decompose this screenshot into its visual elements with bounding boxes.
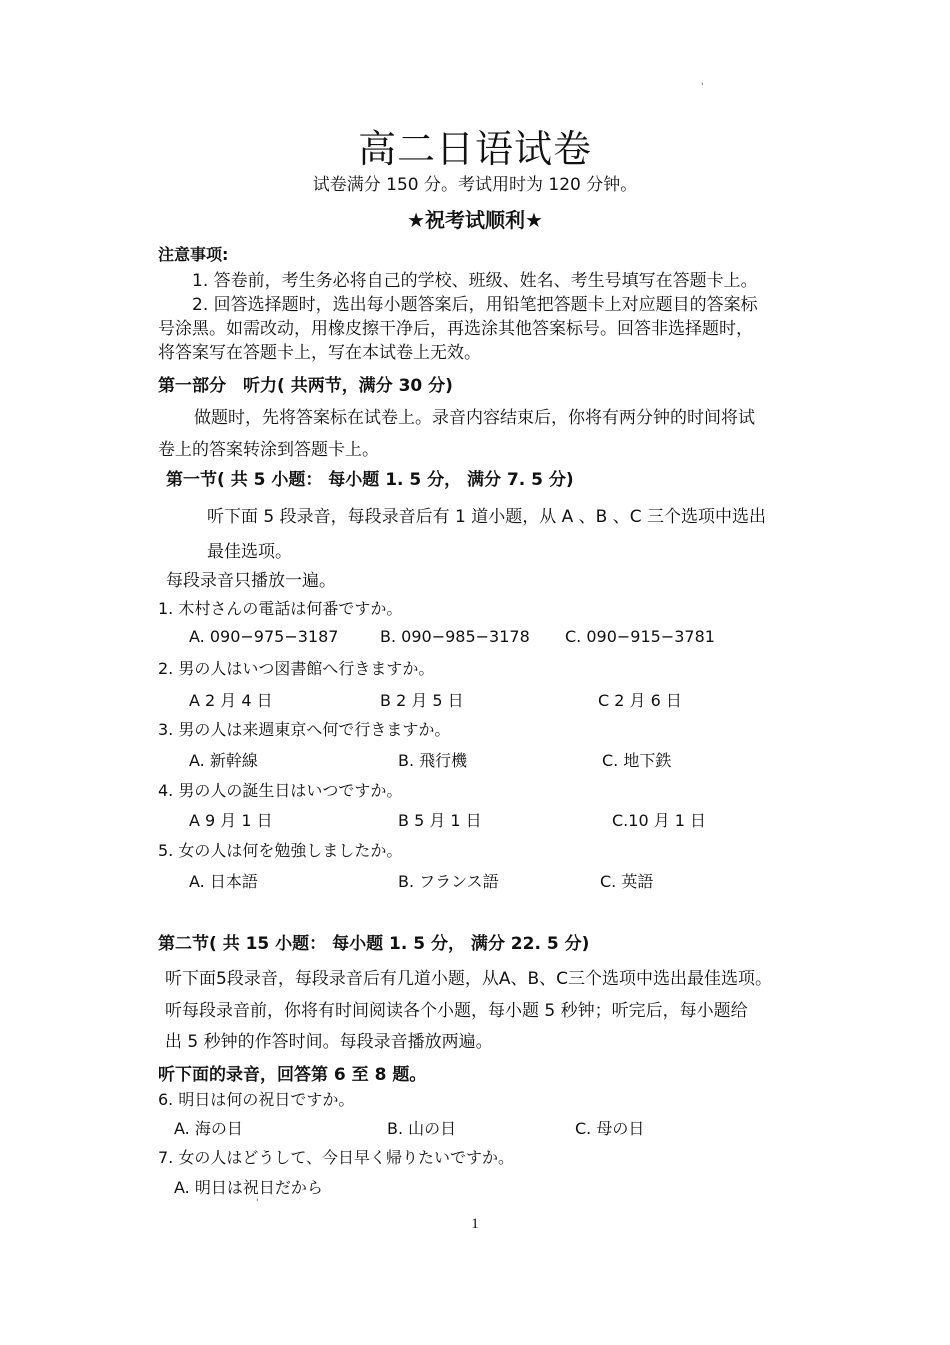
option-c: C.10 月 1 日 <box>612 811 707 830</box>
section1-heading: 第一节( 共 5 小题： 每小题 1. 5 分， 满分 7. 5 分) <box>166 470 574 490</box>
option-b: B. 飛行機 <box>398 751 468 770</box>
scan-mark: ' <box>701 82 704 92</box>
option-a: A. 新幹線 <box>189 751 258 770</box>
question-text: 3. 男の人は来週東京へ何で行きますか。 <box>158 720 451 739</box>
question-text: 6. 明日は何の祝日ですか。 <box>158 1090 355 1109</box>
section2-instruction: 听下面5段录音，每段录音后有几道小题，从A、B、C三个选项中选出最佳选项。 <box>165 969 772 989</box>
option-c: C 2 月 6 日 <box>598 691 682 710</box>
question-text: 5. 女の人は何を勉強しましたか。 <box>158 841 403 860</box>
good-luck-banner: ★祝考试顺利★ <box>407 208 543 232</box>
option-b: B 2 月 5 日 <box>380 691 464 710</box>
option-c: C. 地下鉄 <box>602 751 672 770</box>
option-a: A. 090−975−3187 <box>189 627 339 646</box>
note-line: 1. 答卷前，考生务必将自己的学校、班级、姓名、考生号填写在答题卡上。 <box>192 271 758 291</box>
notes-heading: 注意事项: <box>158 245 229 264</box>
option-a: A. 海の日 <box>174 1119 243 1138</box>
option-c: C. 母の日 <box>575 1119 645 1138</box>
section2-instruction: 听每段录音前，你将有时间阅读各个小题，每小题 5 秒钟；听完后，每小题给 <box>165 1001 748 1021</box>
scan-mark: ' <box>256 1198 259 1208</box>
option-c: C. 英語 <box>600 872 654 891</box>
option-b: B. 山の日 <box>387 1119 457 1138</box>
section1-instruction: 每段录音只播放一遍。 <box>166 571 336 591</box>
option-b: B 5 月 1 日 <box>398 811 482 830</box>
section2-instruction: 出 5 秒钟的作答时间。每段录音播放两遍。 <box>165 1032 493 1052</box>
section1-instruction: 听下面 5 段录音，每段录音后有 1 道小题，从 A 、B 、C 三个选项中选出 <box>207 507 767 527</box>
section1-instruction: 最佳选项。 <box>207 542 292 562</box>
part1-intro: 卷上的答案转涂到答题卡上。 <box>158 440 379 460</box>
page-title: 高二日语试卷 <box>357 127 592 171</box>
page-number: 1 <box>471 1216 479 1232</box>
option-a: A. 日本語 <box>189 872 258 891</box>
note-line: 2. 回答选择题时，选出每小题答案后，用铅笔把答题卡上对应题目的答案标 <box>192 295 758 315</box>
section2-heading: 第二节( 共 15 小题： 每小题 1. 5 分， 满分 22. 5 分) <box>158 934 590 954</box>
note-line: 将答案写在答题卡上，写在本试卷上无效。 <box>158 343 481 363</box>
option-a: A 9 月 1 日 <box>189 811 273 830</box>
question-text: 2. 男の人はいつ図書館へ行きますか。 <box>158 659 435 678</box>
question-text: 7. 女の人はどうして、今日早く帰りたいですか。 <box>158 1148 515 1167</box>
part1-heading: 第一部分 听力( 共两节，满分 30 分) <box>158 376 453 396</box>
option-a: A. 明日は祝日だから <box>174 1178 323 1197</box>
question-text: 4. 男の人の誕生日はいつですか。 <box>158 781 403 800</box>
question-text: 1. 木村さんの電話は何番ですか。 <box>158 599 403 618</box>
option-b: B. 090−985−3178 <box>380 627 530 646</box>
option-c: C. 090−915−3781 <box>565 627 715 646</box>
option-b: B. フランス語 <box>398 872 499 891</box>
exam-info: 试卷满分 150 分。考试用时为 120 分钟。 <box>312 175 638 195</box>
note-line: 号涂黑。如需改动，用橡皮擦干净后，再选涂其他答案标号。回答非选择题时， <box>158 319 753 339</box>
part1-intro: 做题时，先将答案标在试卷上。录音内容结束后，你将有两分钟的时间将试 <box>194 408 755 428</box>
listening-group-heading: 听下面的录音，回答第 6 至 8 题。 <box>158 1065 427 1085</box>
option-a: A 2 月 4 日 <box>189 691 273 710</box>
